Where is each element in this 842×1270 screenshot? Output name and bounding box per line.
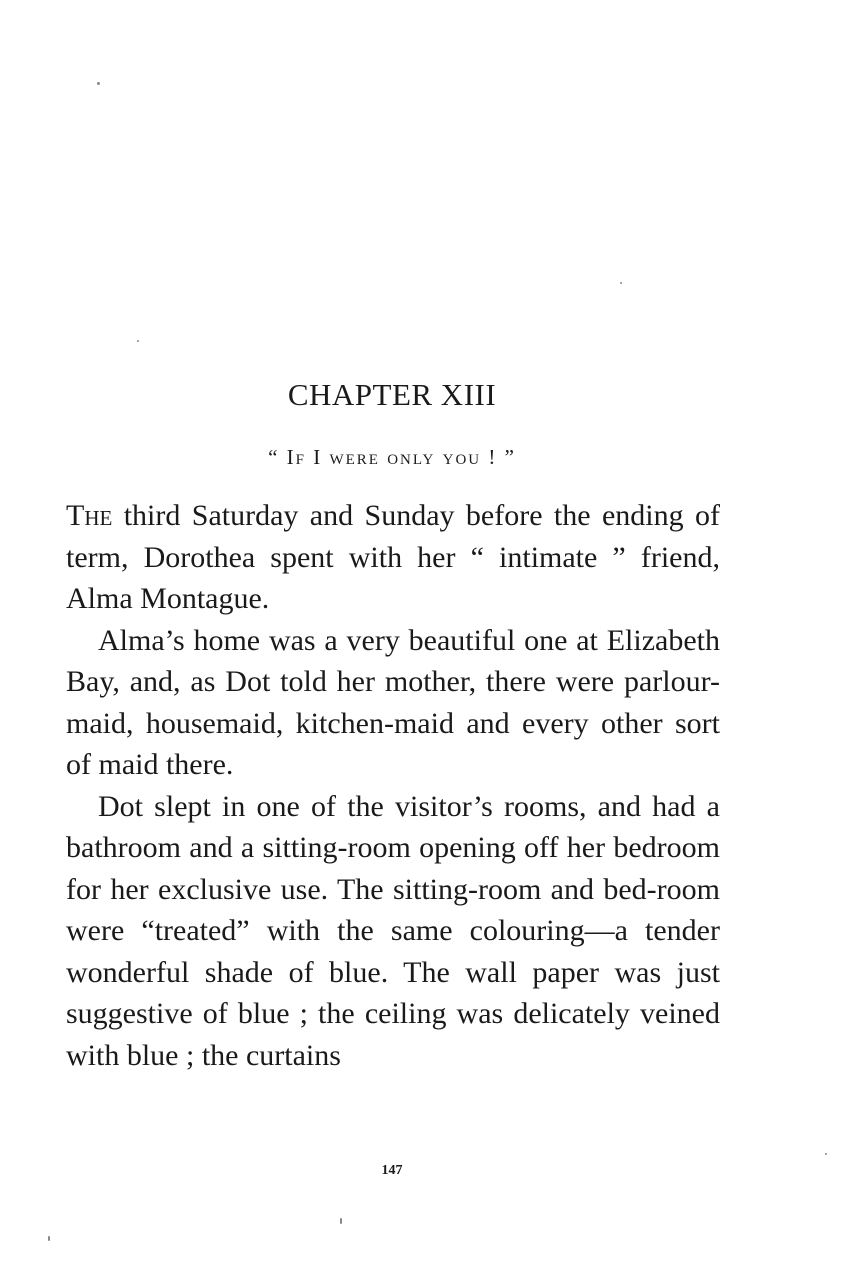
paragraph	[66, 786, 720, 1077]
paper-speck	[137, 340, 139, 342]
paragraph	[66, 620, 720, 786]
paragraph-text: third Saturday and Sunday before the ending of term, Dorothea spent with her “ intimate ” friend, Alma Montague.	[66, 499, 720, 615]
paper-speck	[97, 82, 100, 85]
paper-speck	[48, 1236, 50, 1241]
paragraph-text: Dot slept in one of the visitor’s rooms, and had a bathroom and a sitting-room opening off her bedroom for her exclusive use. The sitting-room and bed-room were “treated” with the same colouring—a tender wonderful shade of blue. The wall paper was just suggestive of blue ; the ceiling was delicately veined with blue ; the curtains	[66, 789, 720, 1072]
paper-speck	[620, 282, 622, 284]
page-number: 147	[381, 1163, 403, 1178]
chapter-heading: CHAPTER XIII	[287, 377, 497, 412]
paragraph	[66, 495, 720, 620]
paper-speck	[825, 1153, 827, 1155]
chapter-subtitle: “ If I were only you ! ”	[268, 445, 516, 469]
paragraph-lead-word: The	[66, 499, 113, 532]
body-text	[66, 495, 720, 1076]
paper-speck	[340, 1218, 342, 1224]
paragraph-text: Alma’s home was a very beautiful one at Elizabeth Bay, and, as Dot told her mother, there were parlour-maid, housemaid, kitchen-maid and every other sort of maid there.	[66, 623, 720, 781]
